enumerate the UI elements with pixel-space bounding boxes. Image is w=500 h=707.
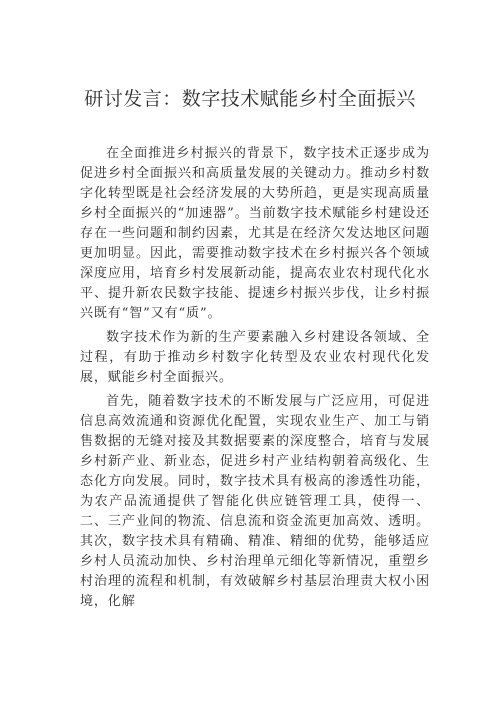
paragraph-2: 数字技术作为新的生产要素融入乡村建设各领域、全过程，有助于推动乡村数字化转型及农业农村现代化发展，赋能乡村全面振兴。	[80, 330, 430, 385]
paragraph-1: 在全面推进乡村振兴的背景下，数字技术正逐步成为促进乡村全面振兴和高质量发展的关键动力。推动乡村数字化转型既是社会经济发展的大势所趋，更是实现高质量乡村全面振兴的“加速器”。当前数字技术赋能乡村建设还存在一些问题和制约因素，尤其是在经济欠发达地区问题更加明显。因此，需要推动数字技术在乡村振兴各个领域深度应用，培育乡村发展新动能，提高农业农村现代化水平、提升新农民数字技能、提速乡村振兴步伐，让乡村振兴既有“智”又有“质”。	[80, 146, 430, 321]
document-body	[80, 144, 430, 616]
document-title: 研讨发言：数字技术赋能乡村全面振兴	[84, 88, 416, 110]
paragraph-3: 首先，随着数字技术的不断发展与广泛应用，可促进信息高效流通和资源优化配置，实现农业生产、加工与销售数据的无缝对接及其数据要素的深度整合，培育与发展乡村新产业、新业态，促进乡村产业结构朝着高级化、生态化方向发展。同时，数字技术具有极高的渗透性功能，为农产品流通提供了智能化供应链管理工具，使得一、二、三产业间的物流、信息流和资金流更加高效、透明。其次，数字技术具有精确、精准、精细的优势，能够适应乡村人员流动加快、乡村治理单元细化等新情况，重塑乡村治理的流程和机制，有效破解乡村基层治理责大权小困境，化解	[80, 394, 430, 609]
